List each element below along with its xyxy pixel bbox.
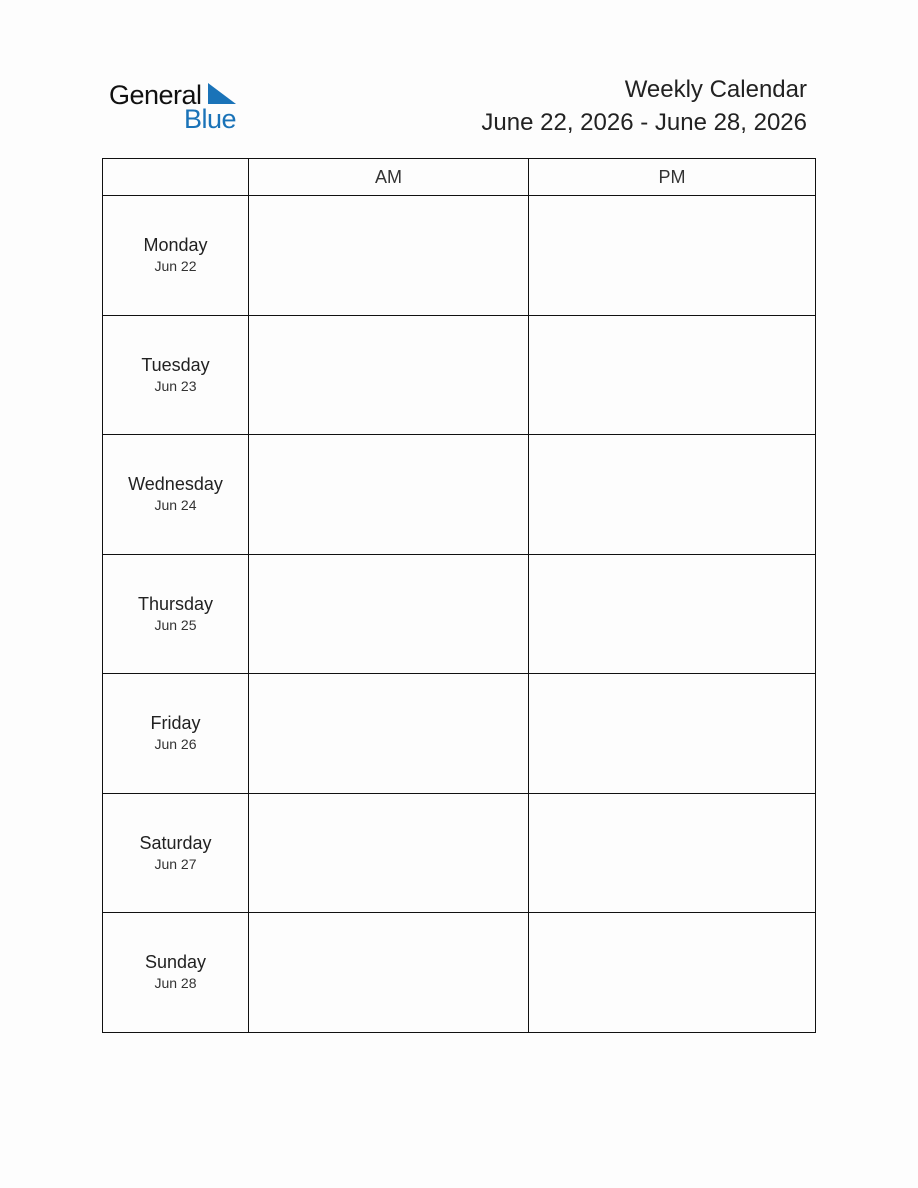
pm-cell[interactable] [529,793,816,913]
am-cell[interactable] [249,554,529,674]
am-cell[interactable] [249,793,529,913]
header-am: AM [249,159,529,196]
table-row [103,554,816,674]
table-row [103,196,816,316]
pm-cell[interactable] [529,674,816,794]
day-name: Thursday [137,593,214,614]
logo-word-general: General [109,80,202,110]
table-row [103,674,816,794]
day-date: Jun 24 [154,497,197,514]
pm-cell[interactable] [529,435,816,555]
table-row [103,913,816,1033]
logo [109,78,249,134]
day-name: Tuesday [141,354,210,375]
logo-word-blue: Blue [184,104,237,134]
weekly-calendar-table [102,158,816,1033]
day-label [103,793,249,913]
day-name: Monday [143,235,208,256]
table-row [103,315,816,435]
day-date: Jun 28 [154,975,197,992]
pm-cell[interactable] [529,913,816,1033]
day-date: Jun 27 [154,855,197,872]
day-name: Saturday [139,832,212,853]
pm-cell[interactable] [529,554,816,674]
day-label [103,315,249,435]
logo-triangle-icon [208,83,236,104]
header-corner [103,159,249,196]
am-cell[interactable] [249,196,529,316]
day-label [103,435,249,555]
pm-cell[interactable] [529,196,816,316]
header-row [103,159,816,196]
table-row [103,435,816,555]
day-label [103,674,249,794]
day-date: Jun 25 [154,616,197,633]
day-name: Wednesday [128,474,223,495]
am-cell[interactable] [249,435,529,555]
day-name: Sunday [144,952,207,973]
table-row [103,793,816,913]
day-label [103,196,249,316]
am-cell[interactable] [249,913,529,1033]
day-date: Jun 23 [154,377,197,394]
day-date: Jun 22 [154,258,197,275]
am-cell[interactable] [249,315,529,435]
date-range: June 22, 2026 - June 28, 2026 [481,109,807,136]
header-pm: PM [529,159,816,196]
day-name: Friday [150,713,201,734]
am-cell[interactable] [249,674,529,794]
pm-cell[interactable] [529,315,816,435]
day-label [103,554,249,674]
day-label [103,913,249,1033]
day-date: Jun 26 [154,736,197,753]
page-title: Weekly Calendar [624,76,807,103]
